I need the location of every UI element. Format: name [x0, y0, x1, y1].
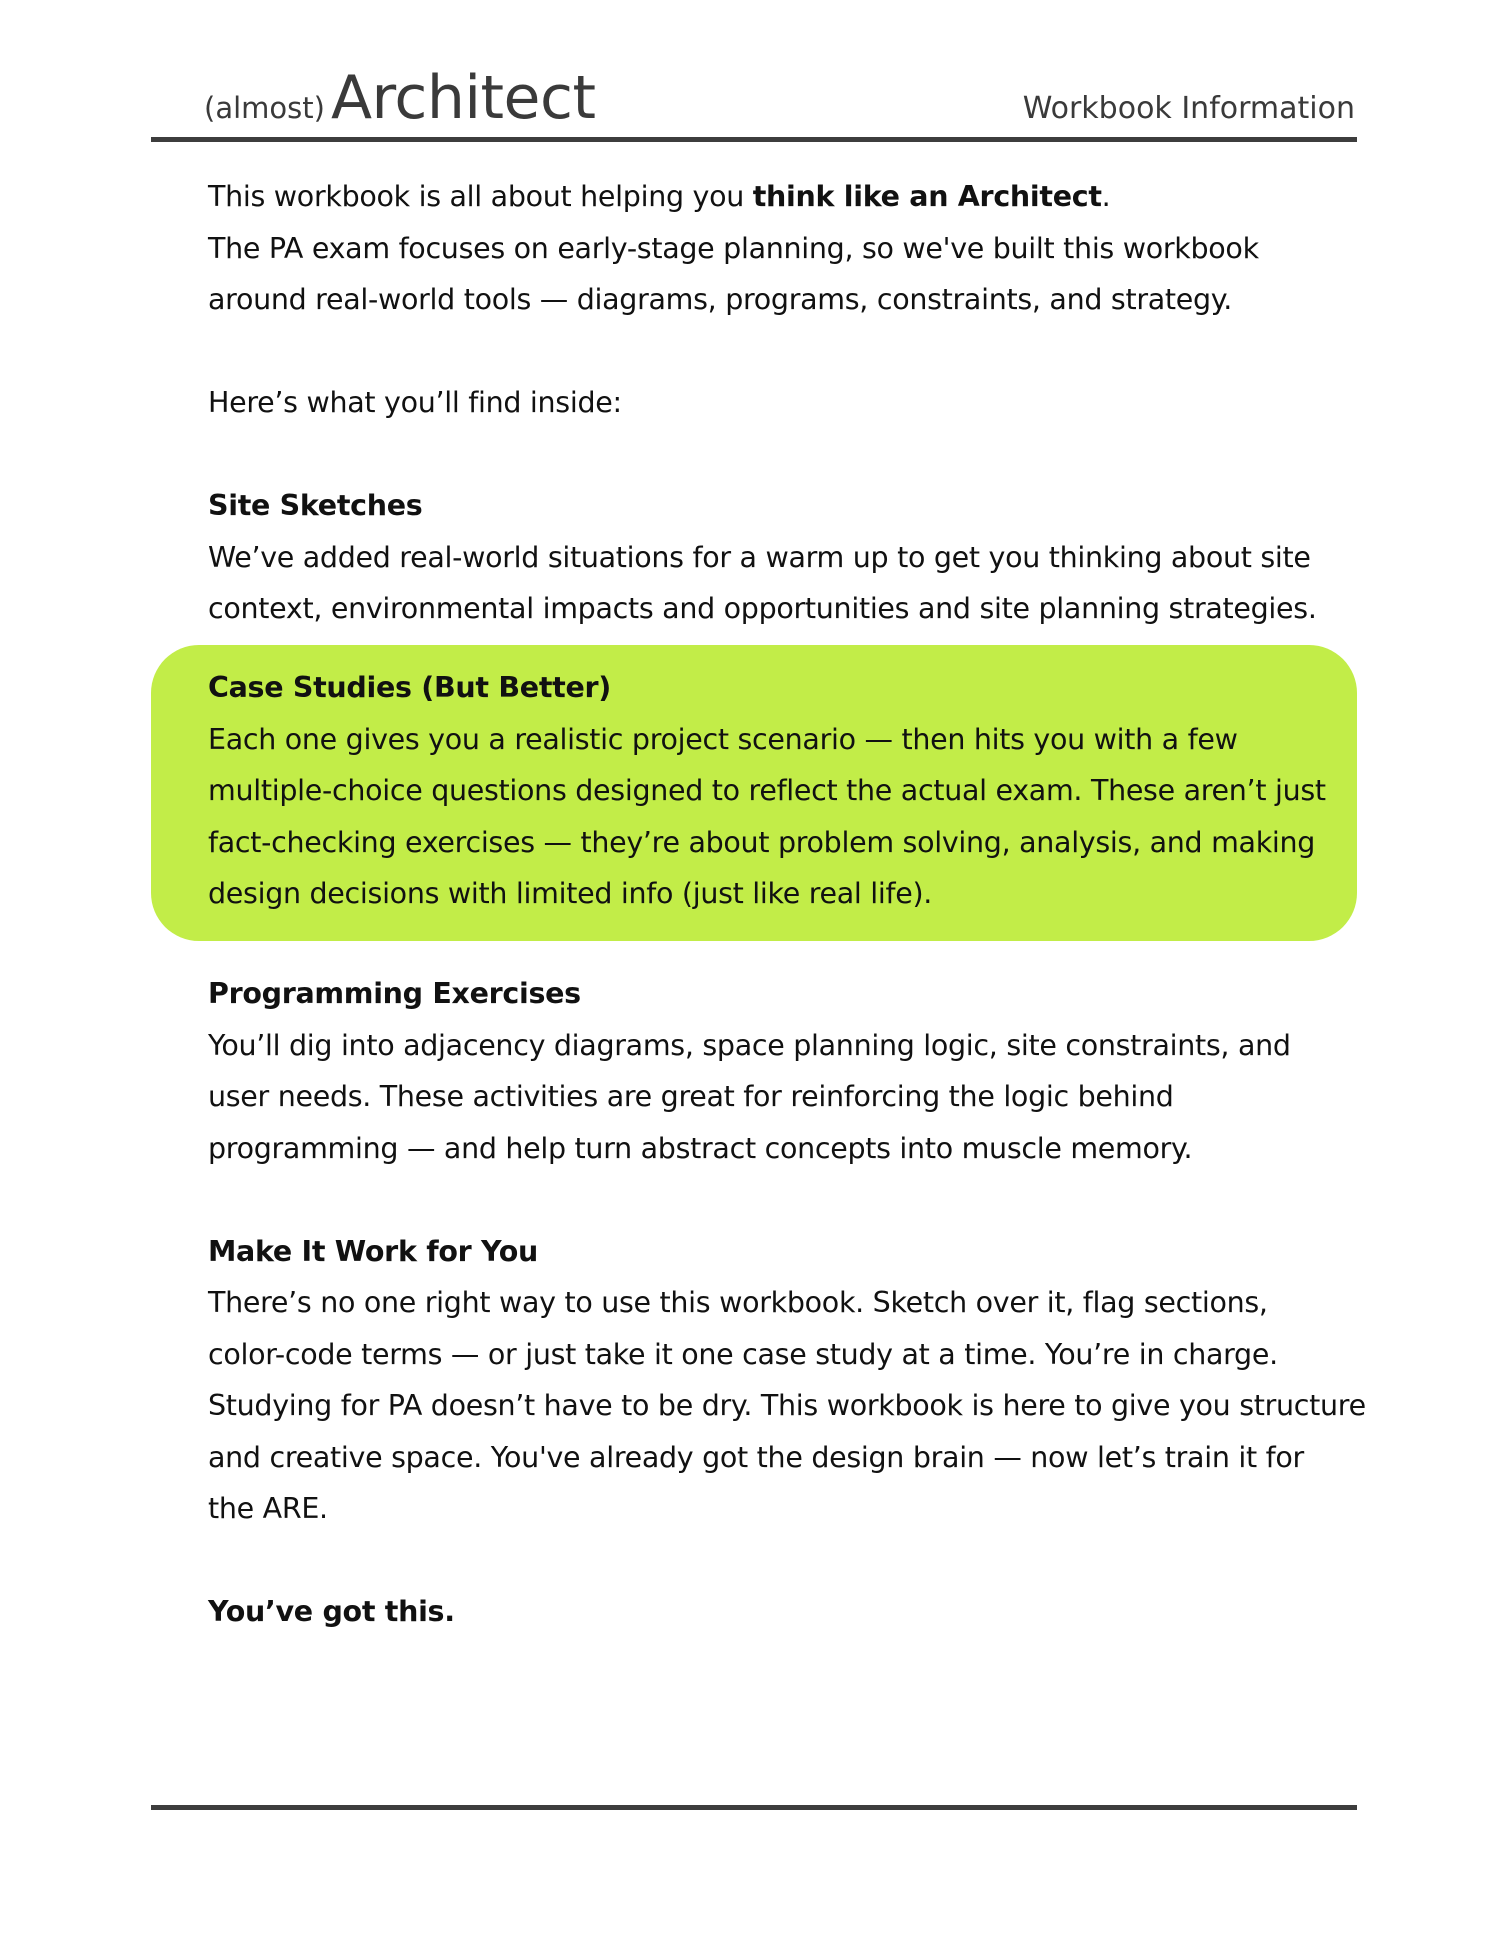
make-it-work-line: Studying for PA doesn’t have to be dry. This workbook is here to give you structure	[208, 1389, 1366, 1422]
case-studies-block	[208, 662, 1368, 920]
case-studies-line: design decisions with limited info (just like real life).	[208, 877, 933, 910]
site-sketches-line: We’ve added real-world situations for a warm up to get you thinking about site	[208, 540, 1311, 574]
closing-line: You’ve got this.	[208, 1595, 455, 1628]
case-studies-line: Each one gives you a realistic project scenario — then hits you with a few	[208, 722, 1238, 756]
make-it-work-line: color-code terms — or just take it one case study at a time. You’re in charge.	[208, 1337, 1278, 1371]
intro-line-1-bold: think like an Architect	[752, 180, 1102, 213]
intro-line-1-end: .	[1101, 180, 1111, 213]
programming-line: You’ll dig into adjacency diagrams, space planning logic, site constraints, and	[208, 1028, 1291, 1062]
case-studies-line: fact-checking exercises — they’re about problem solving, analysis, and making	[208, 825, 1316, 859]
site-sketches-line: context, environmental impacts and opportunities and site planning strategies.	[208, 592, 1317, 625]
intro-line-1-text: This workbook is all about helping you	[208, 180, 753, 213]
intro-block	[208, 171, 1368, 635]
site-sketches-heading: Site Sketches	[208, 489, 423, 522]
make-it-work-heading: Make It Work for You	[208, 1234, 538, 1268]
header-divider	[151, 137, 1357, 142]
brand-logo	[204, 63, 595, 133]
brand-name: Architect	[330, 63, 596, 133]
intro-line-3: around real-world tools — diagrams, programs, constraints, and strategy.	[208, 283, 1233, 316]
case-studies-heading: Case Studies (But Better)	[208, 671, 611, 704]
make-it-work-line: and creative space. You've already got the design brain — now let’s train it for	[208, 1440, 1304, 1474]
make-it-work-line: There’s no one right way to use this workbook. Sketch over it, flag sections,	[208, 1286, 1268, 1319]
programming-heading: Programming Exercises	[208, 977, 581, 1010]
make-it-work-line: the ARE.	[208, 1492, 328, 1525]
intro-line-1	[208, 171, 1368, 223]
section-label: Workbook Information	[1022, 91, 1355, 126]
programming-line: user needs. These activities are great for reinforcing the logic behind	[208, 1080, 1174, 1113]
inside-line: Here’s what you’ll find inside:	[208, 386, 622, 419]
footer-divider	[151, 1805, 1357, 1810]
case-studies-line: multiple-choice questions designed to reflect the actual exam. These aren’t just	[208, 774, 1326, 807]
intro-line-2: The PA exam focuses on early-stage planning, so we've built this workbook	[208, 231, 1259, 265]
brand-prefix: (almost)	[204, 91, 325, 125]
page-header	[151, 60, 1357, 140]
lower-block	[208, 968, 1368, 1638]
programming-line: programming — and help turn abstract concepts into muscle memory.	[208, 1131, 1193, 1165]
